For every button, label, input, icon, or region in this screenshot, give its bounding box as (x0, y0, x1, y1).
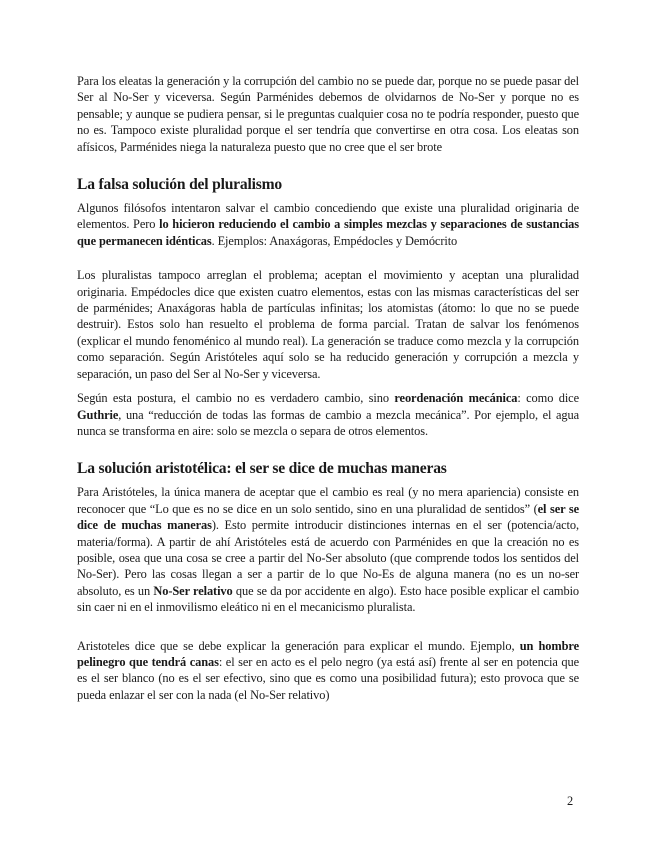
paragraph-mechanical-reordering (77, 390, 579, 439)
text-span: : el ser en acto es el pelo negro (ya está así) frente al ser en potencia que es el ser blanco (no es el ser efectivo, sino que es como una posibilidad futura); esto provoca que se pueda enlazar el ser con la nada (el No-Ser relativo) (77, 654, 580, 702)
paragraph-generation-example (77, 638, 579, 704)
text-span: Aristoteles dice que se debe explicar la generación para explicar el mundo. Ejemplo, (77, 638, 520, 653)
paragraph-pluralists: Los pluralistas tampoco arreglan el problema; aceptan el movimiento y aceptan una pluralidad originaria. Empédocles dice que existen cuatro elementos, estas con las mismas características del ser de parménides; Anaxágoras habla de partículas infinitas; los atomistas (átomo: lo que no se puede destruir). Estos solo han resuelto el problema de forma parcial. Tratan de salvar los fenómenos (explicar el mundo fenoménico al mundo real). La generación se traduce como mezcla y la corrupción como separación. Según Aristóteles aquí solo se ha reducido generación y corrupción a mezcla y separación, un paso del Ser al No-Ser y viceversa. (77, 268, 579, 381)
bold-span: lo hicieron reduciendo el cambio a simples mezclas y separaciones de sustancias que permanecen idénticas (77, 217, 579, 248)
text-span: , una “reducción de todas las formas de cambio a mezcla mecánica”. Por ejemplo, el agua nunca se transforma en aire: solo se mezcla o separa de otros elementos. (77, 407, 579, 438)
page-number: 2 (567, 794, 574, 808)
bold-span: reordenación mecánica (394, 391, 518, 406)
text-span: Algunos filósofos intentaron salvar el cambio concediendo que existe una pluralidad originaria de elementos. Pero (77, 201, 579, 232)
text-span: Para Aristóteles, la única manera de aceptar que el cambio es real (y no mera apariencia) consiste en reconocer que “Lo que es no se dice en un solo sentido, sino en una pluralidad de sentidos” ( (77, 485, 579, 516)
text-span: que se da por accidente en algo). Esto hace posible explicar el cambio sin caer ni en el inmovilismo eleático ni en el mecanicismo pluralista. (77, 583, 580, 615)
page-body (77, 73, 579, 703)
text-span: Según esta postura, el cambio no es verdadero cambio, sino (77, 391, 395, 406)
bold-span: un hombre pelinegro que tendrá canas (77, 638, 579, 669)
paragraph-pluralism-intro (77, 200, 579, 249)
bold-span: No-Ser relativo (153, 583, 233, 598)
bold-span: el ser se dice de muchas maneras (77, 501, 579, 533)
paragraph-eleatas: Para los eleatas la generación y la corrupción del cambio no se puede dar, porque no se puede pasar del Ser al No-Ser y viceversa. Según Parménides debemos de olvidarnos de No-Ser y porque no es pensable; y aunque se pudiera pensar, si le preguntas cualquier cosa no te podría responder, puesto que no es. Tampoco existe pluralidad porque el ser tendría que convertirse en otra cosa. Los eleatas son afísicos, Parménides niega la naturaleza puesto que no cree que el ser brote (77, 74, 579, 154)
paragraph-aristotle (77, 484, 579, 615)
heading-aristotelian-solution: La solución aristotélica: el ser se dice de muchas maneras (77, 460, 447, 478)
bold-span: Guthrie (77, 407, 119, 422)
text-span: . Ejemplos: Anaxágoras, Empédocles y Demócrito (211, 233, 458, 248)
text-span: : como dice (517, 391, 579, 406)
text-span: ). Esto permite introducir distinciones internas en el ser (potencia/acto, materia/forma). A partir de ahí Aristóteles está de acuerdo con Parménides en que la creación no es posible, osea que una cosa se cree a partir del No-Ser absoluto (que comprende todos los sentidos del No-Ser). Pero las cosas llegan a ser a partir de lo que No-Es de alguna manera (no es un no-ser absoluto, es un (77, 518, 579, 598)
heading-pluralism: La falsa solución del pluralismo (77, 176, 283, 194)
